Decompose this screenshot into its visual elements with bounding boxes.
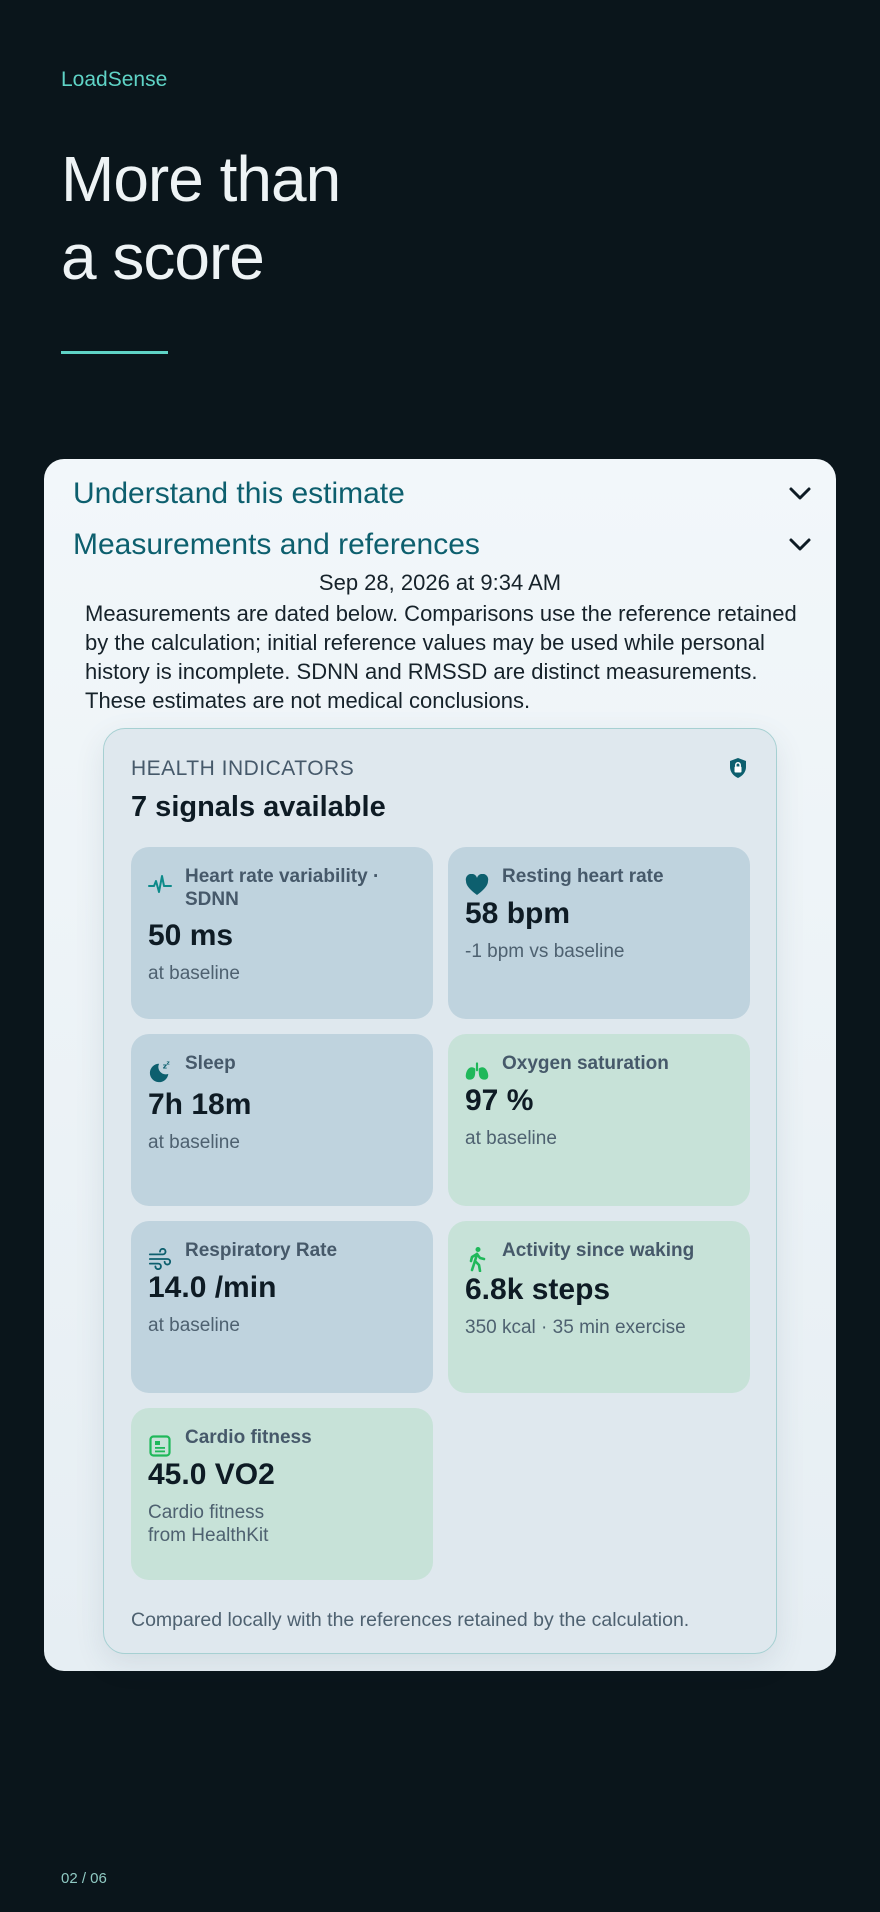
tile-oxygen-saturation[interactable]: [448, 1034, 750, 1206]
tile-label: Oxygen saturation: [502, 1053, 669, 1074]
tile-heart-rate-variability[interactable]: [131, 847, 433, 1019]
tile-value: 50 ms: [148, 919, 234, 952]
tile-label: Heart rate variability · SDNN: [185, 866, 380, 910]
moon-zz-icon: [148, 1060, 172, 1084]
measurement-date: Sep 28, 2026 at 9:34 AM: [318, 570, 562, 595]
pulse-icon: [148, 873, 172, 897]
accordion-understand-title: Understand this estimate: [73, 477, 405, 510]
accordion-measurements-references[interactable]: [73, 528, 813, 562]
tile-label: Activity since waking: [502, 1240, 695, 1261]
tile-subtext: Cardio fitness from HealthKit: [148, 1502, 269, 1546]
tile-value: 7h 18m: [148, 1088, 252, 1121]
tile-label: Cardio fitness: [185, 1427, 312, 1448]
card-footnote: Compared locally with the references retained by the calculation.: [131, 1609, 690, 1631]
measurement-note: Measurements are dated below. Comparisons use the reference retained by the calculation; initial reference values may be used while personal history is incomplete. SDNN and RMSSD are distinct measurements. These estimates are not medical conclusions.: [85, 601, 797, 713]
tile-subtext: at baseline: [465, 1128, 557, 1149]
page-title-line-2: a score: [61, 221, 264, 293]
fitness-card-icon: [148, 1434, 172, 1458]
tile-activity-since-waking[interactable]: [448, 1221, 750, 1393]
tile-subtext: -1 bpm vs baseline: [465, 941, 625, 962]
accordion-understand-estimate[interactable]: [73, 477, 813, 511]
tile-value: 6.8k steps: [465, 1273, 611, 1306]
card-title: 7 signals available: [131, 791, 386, 823]
chevron-down-icon[interactable]: [787, 532, 813, 558]
svg-text:z: z: [166, 1060, 170, 1067]
estimate-panel: [44, 459, 836, 1671]
page-title-line-1: More than: [61, 143, 341, 215]
tile-label: Respiratory Rate: [185, 1240, 338, 1261]
walking-icon: [465, 1247, 489, 1271]
accordion-measurements-title: Measurements and references: [73, 528, 480, 561]
tile-sleep[interactable]: [131, 1034, 433, 1206]
tile-value: 45.0 VO2: [148, 1458, 275, 1491]
lungs-icon: [465, 1060, 489, 1084]
tile-label: Resting heart rate: [502, 866, 664, 887]
svg-text:z: z: [162, 1061, 168, 1071]
tile-respiratory-rate[interactable]: [131, 1221, 433, 1393]
tile-value: 97 %: [465, 1084, 534, 1117]
brand-name: LoadSense: [61, 68, 168, 91]
chevron-down-icon[interactable]: [787, 481, 813, 507]
tile-resting-heart-rate[interactable]: [448, 847, 750, 1019]
wind-icon: [148, 1247, 172, 1271]
title-accent-rule: [61, 351, 168, 354]
tile-subtext: 350 kcal · 35 min exercise: [465, 1317, 686, 1338]
lock-shield-icon: [728, 757, 748, 779]
page-title: [61, 140, 340, 296]
tile-subtext: at baseline: [148, 1132, 240, 1153]
tile-label: Sleep: [185, 1053, 236, 1074]
heart-icon: [465, 873, 489, 897]
tile-value: 14.0 /min: [148, 1271, 277, 1304]
tile-subtext: at baseline: [148, 963, 240, 984]
tile-subtext: at baseline: [148, 1315, 240, 1336]
card-kicker: HEALTH INDICATORS: [131, 757, 355, 780]
tile-cardio-fitness[interactable]: [131, 1408, 433, 1580]
page-indicator: 02 / 06: [61, 1870, 107, 1887]
tile-value: 58 bpm: [465, 897, 571, 930]
health-indicators-card: [103, 728, 777, 1654]
